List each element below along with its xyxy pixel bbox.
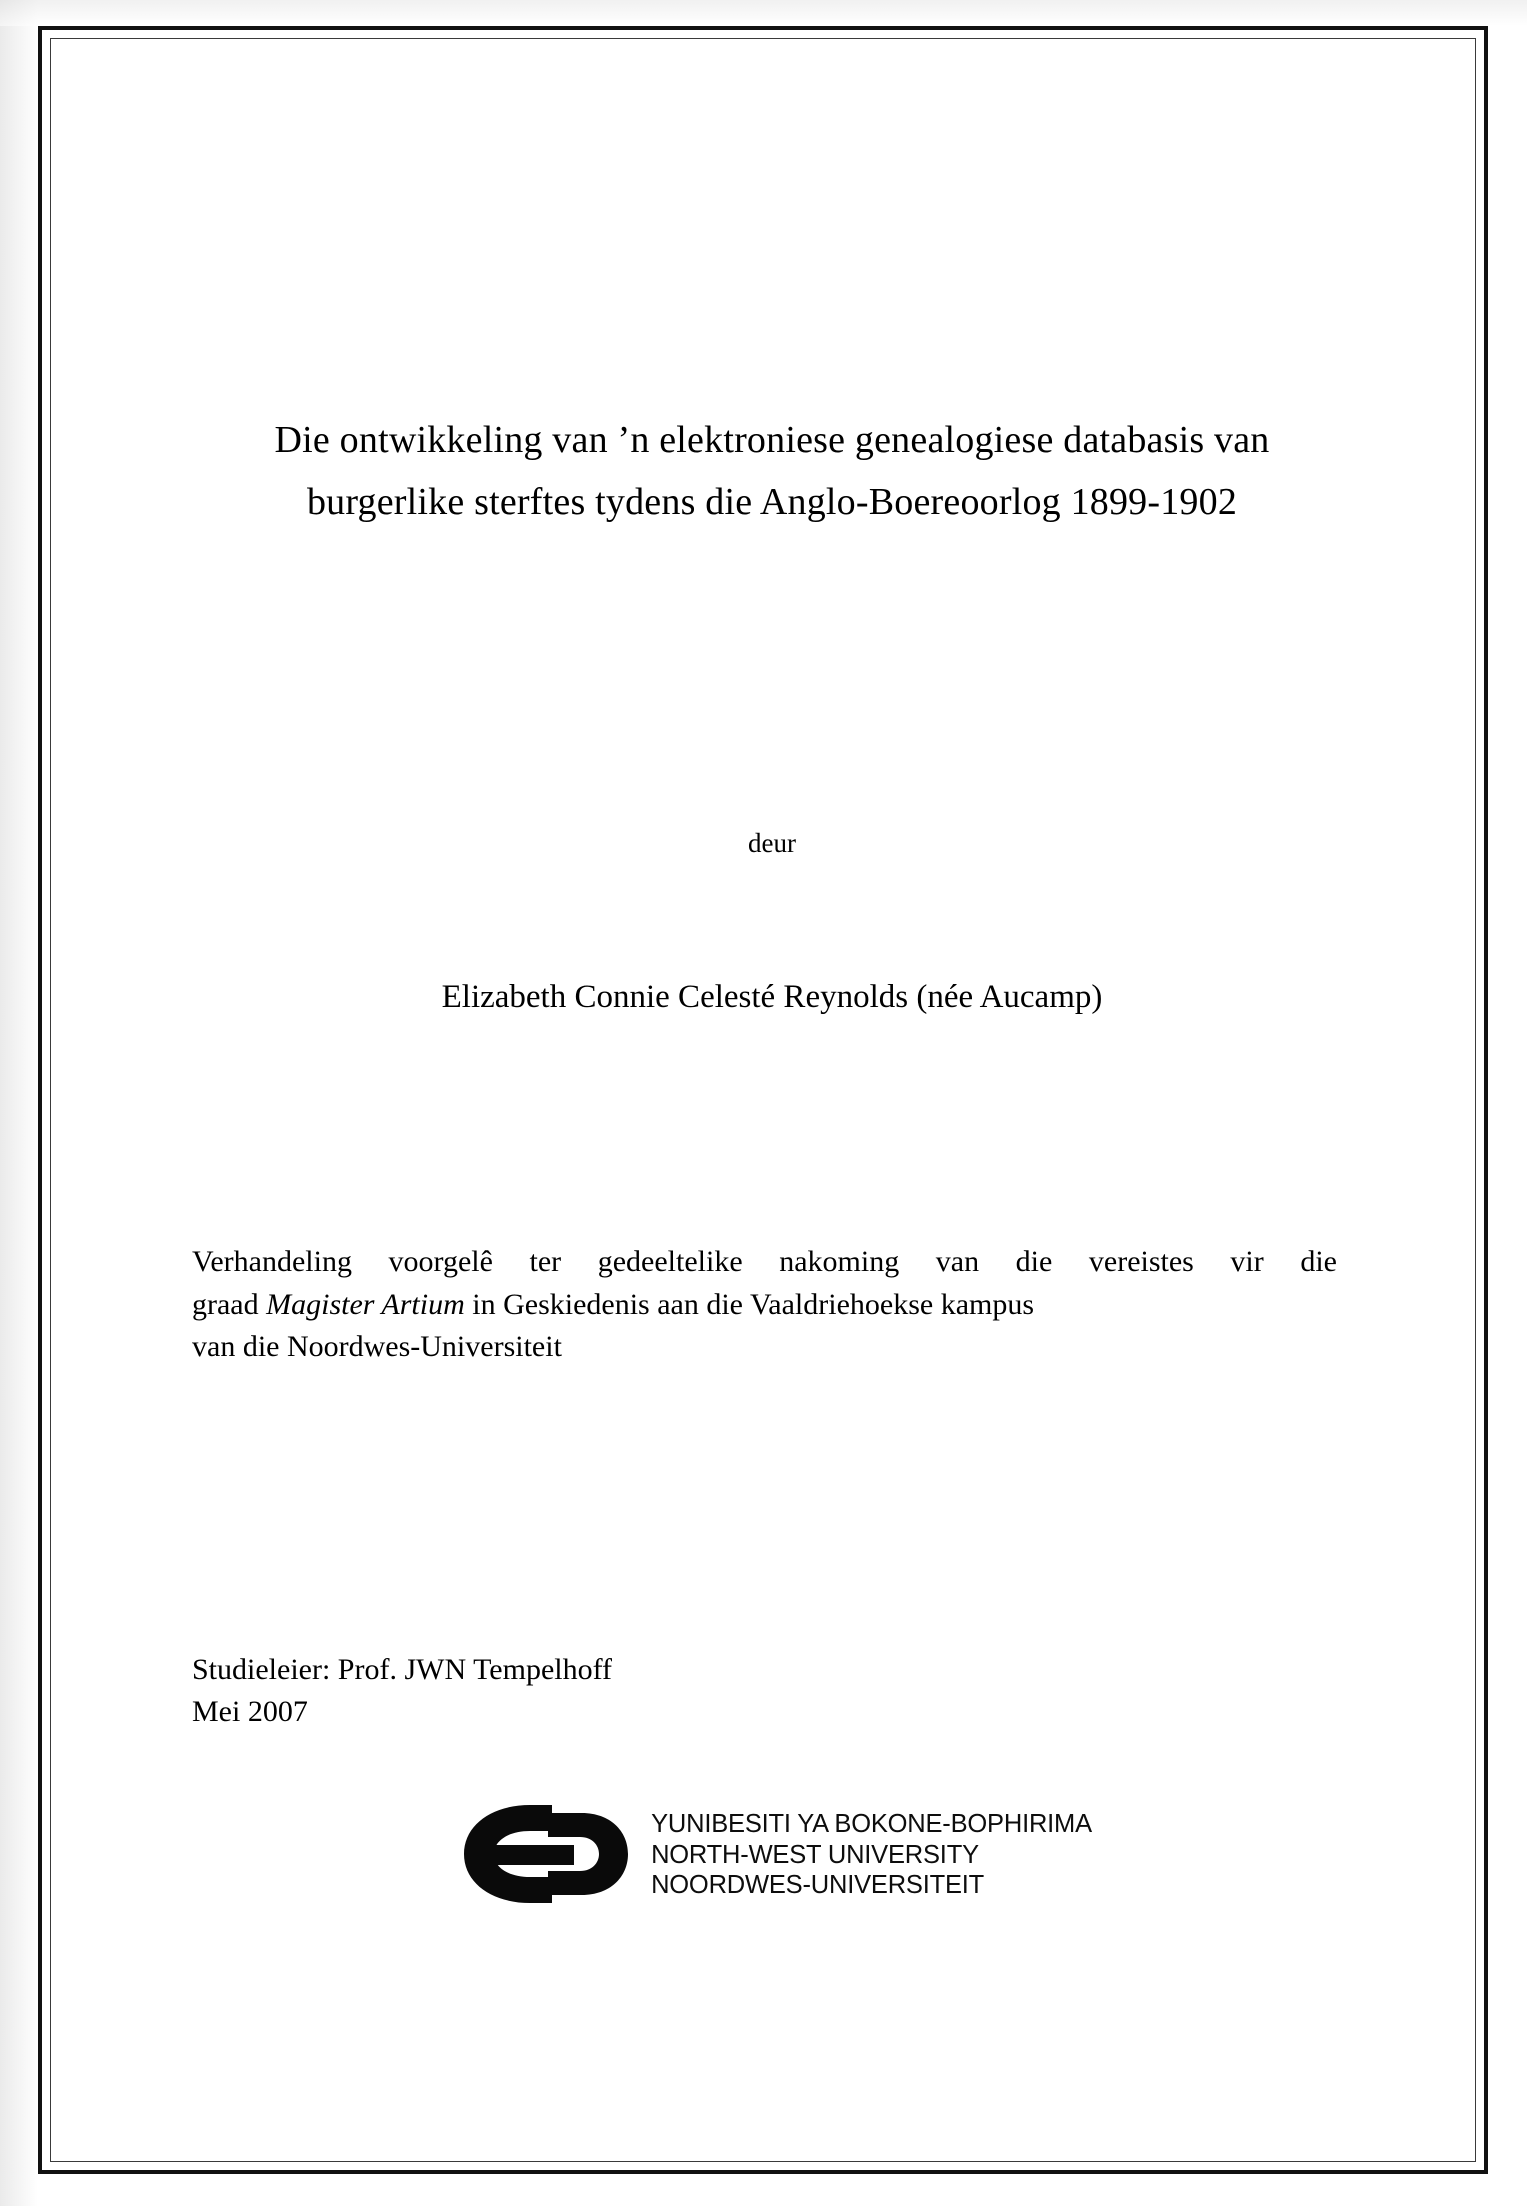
degree-name: Magister Artium [266, 1287, 465, 1321]
submission-line-2-prefix: graad [192, 1287, 267, 1321]
logo-text-line-2: NORTH-WEST UNIVERSITY [651, 1840, 979, 1869]
date-line: Mei 2007 [192, 1694, 308, 1728]
thesis-title [192, 410, 1352, 533]
by-label: deur [748, 828, 796, 859]
submission-statement [192, 1241, 1337, 1369]
title-page-content [192, 110, 1352, 2110]
page-border-frame [38, 26, 1488, 2174]
scan-edge-shadow-left [0, 0, 38, 2206]
author-name: Elizabeth Connie Celesté Reynolds (née Aucamp) [441, 979, 1103, 1016]
title-line-2: burgerlike sterftes tydens die Anglo-Boereoorlog 1899-1902 [306, 480, 1238, 523]
submission-line-2-suffix: in Geskiedenis aan die Vaaldriehoekse kampus [464, 1287, 1035, 1321]
university-logo-block [192, 1795, 1352, 1913]
submission-line-1: Verhandeling voorgelê ter gedeeltelike nakoming van die vereistes vir die [192, 1245, 1337, 1279]
submission-line-2 [192, 1284, 1337, 1327]
submission-line-3: van die Noordwes-Universiteit [192, 1330, 562, 1364]
logo-text-line-3: NOORDWES-UNIVERSITEIT [651, 1871, 985, 1900]
supervisor-and-date [192, 1649, 1352, 1733]
logo-text-line-1: YUNIBESITI YA BOKONE-BOPHIRIMA [651, 1809, 1092, 1838]
scan-edge-shadow-top [0, 0, 1527, 26]
university-logo-text [651, 1807, 1092, 1901]
title-line-1: Die ontwikkeling van ’n elektroniese genealogiese databasis van [274, 419, 1270, 461]
supervisor-line: Studieleier: Prof. JWN Tempelhoff [192, 1652, 613, 1686]
north-west-university-logo-icon [452, 1795, 637, 1913]
